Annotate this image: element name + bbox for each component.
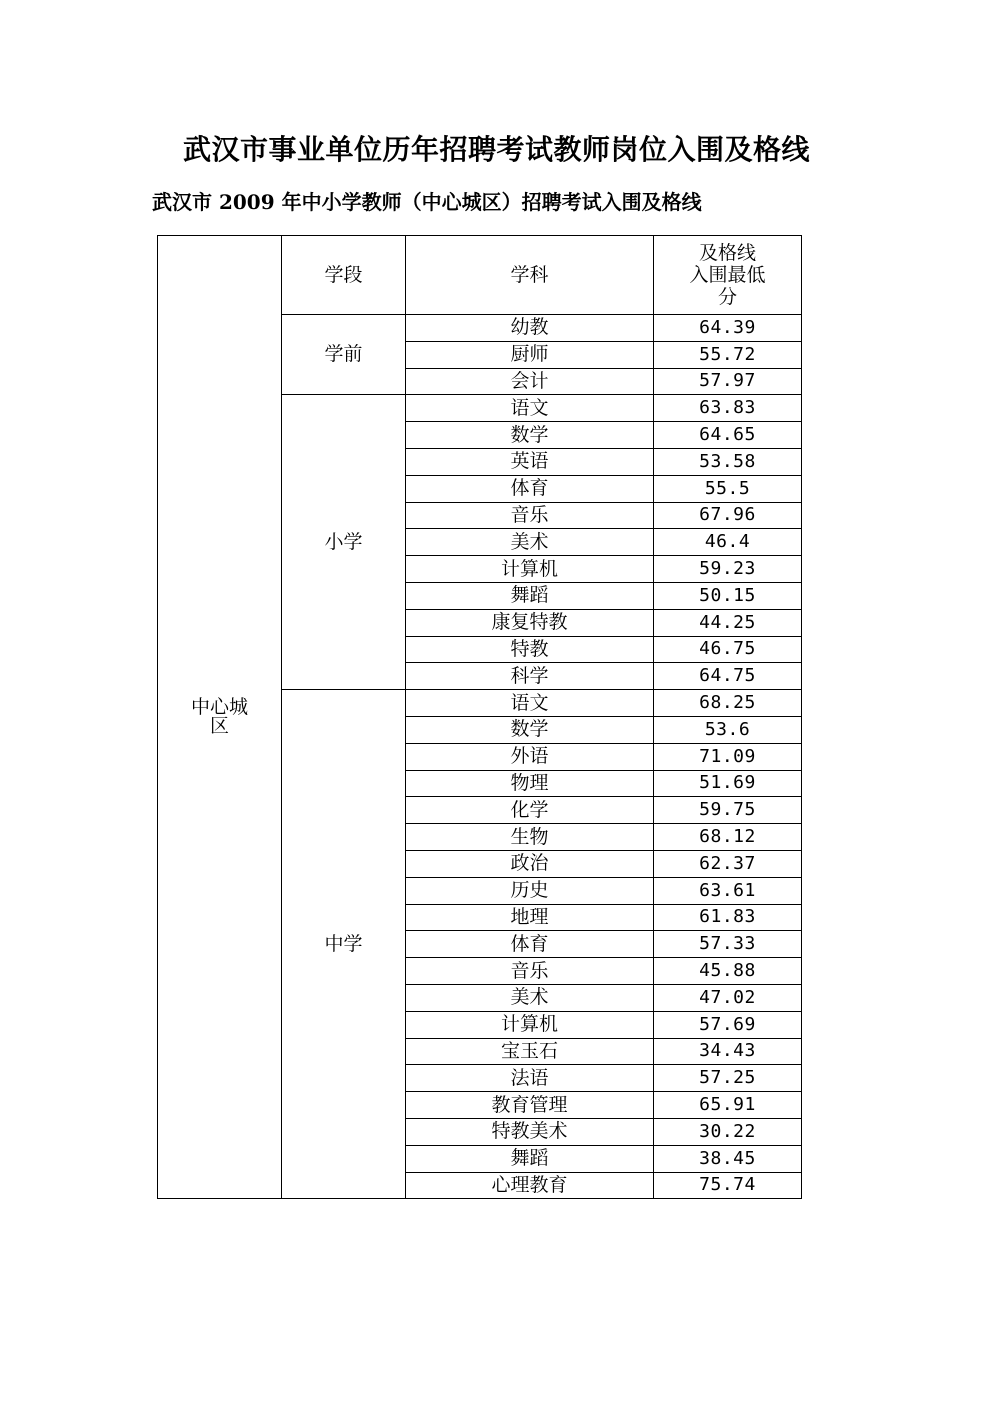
score-cell: 57.25 xyxy=(654,1065,802,1092)
subject-cell: 物理 xyxy=(406,770,654,797)
header-score xyxy=(654,236,802,315)
subject-cell: 心理教育 xyxy=(406,1172,654,1199)
header-stage: 学段 xyxy=(282,236,406,315)
score-cell: 57.69 xyxy=(654,1011,802,1038)
subject-cell: 政治 xyxy=(406,850,654,877)
score-cell: 64.75 xyxy=(654,663,802,690)
score-cell: 50.15 xyxy=(654,582,802,609)
score-cell: 64.39 xyxy=(654,315,802,342)
score-cell: 59.23 xyxy=(654,556,802,583)
score-table xyxy=(157,235,802,1199)
stage-cell: 学前 xyxy=(282,315,406,395)
subject-cell: 生物 xyxy=(406,824,654,851)
page-title: 武汉市事业单位历年招聘考试教师岗位入围及格线 xyxy=(182,133,810,166)
header-score-line2: 入围最低 xyxy=(689,264,766,287)
score-cell: 68.25 xyxy=(654,690,802,717)
score-cell: 45.88 xyxy=(654,958,802,985)
score-cell: 51.69 xyxy=(654,770,802,797)
table-caption: 武汉市 2009 年中小学教师（中心城区）招聘考试入围及格线 xyxy=(152,190,702,214)
subject-cell: 体育 xyxy=(406,931,654,958)
subject-cell: 美术 xyxy=(406,984,654,1011)
subject-cell: 英语 xyxy=(406,448,654,475)
table-header-row xyxy=(158,236,802,315)
score-cell: 46.4 xyxy=(654,529,802,556)
subject-cell: 计算机 xyxy=(406,1011,654,1038)
score-cell: 67.96 xyxy=(654,502,802,529)
subject-cell: 宝玉石 xyxy=(406,1038,654,1065)
subject-cell: 康复特教 xyxy=(406,609,654,636)
score-cell: 57.97 xyxy=(654,368,802,395)
subject-cell: 计算机 xyxy=(406,556,654,583)
score-cell: 30.22 xyxy=(654,1118,802,1145)
score-cell: 44.25 xyxy=(654,609,802,636)
header-score-line1: 及格线 xyxy=(698,242,756,265)
subject-cell: 幼教 xyxy=(406,315,654,342)
score-cell: 75.74 xyxy=(654,1172,802,1199)
score-cell: 62.37 xyxy=(654,850,802,877)
score-cell: 55.5 xyxy=(654,475,802,502)
score-cell: 65.91 xyxy=(654,1092,802,1119)
score-cell: 68.12 xyxy=(654,824,802,851)
score-cell: 55.72 xyxy=(654,341,802,368)
score-cell: 53.6 xyxy=(654,716,802,743)
subject-cell: 会计 xyxy=(406,368,654,395)
subject-cell: 语文 xyxy=(406,395,654,422)
subject-cell: 特教美术 xyxy=(406,1118,654,1145)
stage-cell: 小学 xyxy=(282,395,406,690)
subject-cell: 舞蹈 xyxy=(406,582,654,609)
subject-cell: 化学 xyxy=(406,797,654,824)
score-cell: 63.61 xyxy=(654,877,802,904)
subject-cell: 外语 xyxy=(406,743,654,770)
subject-cell: 数学 xyxy=(406,422,654,449)
stage-cell: 中学 xyxy=(282,690,406,1199)
score-cell: 61.83 xyxy=(654,904,802,931)
score-cell: 63.83 xyxy=(654,395,802,422)
subject-cell: 音乐 xyxy=(406,958,654,985)
score-cell: 53.58 xyxy=(654,448,802,475)
subject-cell: 科学 xyxy=(406,663,654,690)
subject-cell: 历史 xyxy=(406,877,654,904)
district-label-line2: 区 xyxy=(209,715,229,738)
subject-cell: 美术 xyxy=(406,529,654,556)
subject-cell: 舞蹈 xyxy=(406,1145,654,1172)
score-cell: 38.45 xyxy=(654,1145,802,1172)
score-cell: 59.75 xyxy=(654,797,802,824)
score-cell: 34.43 xyxy=(654,1038,802,1065)
subject-cell: 语文 xyxy=(406,690,654,717)
header-score-line3: 分 xyxy=(717,285,737,308)
subject-cell: 数学 xyxy=(406,716,654,743)
score-cell: 46.75 xyxy=(654,636,802,663)
district-label-line1: 中心城 xyxy=(190,696,248,719)
subject-cell: 音乐 xyxy=(406,502,654,529)
subject-cell: 特教 xyxy=(406,636,654,663)
score-cell: 47.02 xyxy=(654,984,802,1011)
subject-cell: 法语 xyxy=(406,1065,654,1092)
header-subject: 学科 xyxy=(406,236,654,315)
subject-cell: 教育管理 xyxy=(406,1092,654,1119)
district-cell xyxy=(158,236,282,1199)
score-cell: 71.09 xyxy=(654,743,802,770)
subject-cell: 厨师 xyxy=(406,341,654,368)
score-cell: 64.65 xyxy=(654,422,802,449)
score-cell: 57.33 xyxy=(654,931,802,958)
subject-cell: 地理 xyxy=(406,904,654,931)
subject-cell: 体育 xyxy=(406,475,654,502)
